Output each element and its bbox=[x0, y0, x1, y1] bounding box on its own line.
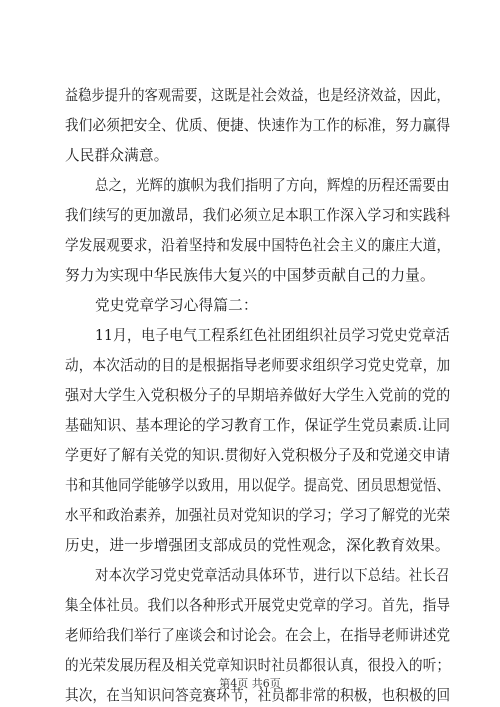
text-line: 我们必须把安全、优质、便捷、快速作为工作的标准，努力赢得 bbox=[65, 117, 451, 134]
text-line: 益稳步提升的客观需要，这既是社会效益，也是经济效益，因此， bbox=[65, 87, 450, 104]
text-line: 集全体社员。我们以各种形式开展党史党章的学习。首先，指导 bbox=[65, 597, 451, 614]
text-line: 努力为实现中华民族伟大复兴的中国梦贡献自己的力量。 bbox=[65, 267, 435, 284]
text-line: 老师给我们举行了座谈会和讨论会。在会上，在指导老师讲述党 bbox=[65, 627, 451, 644]
text-line: 学更好了解有关党的知识.贯彻好入党积极分子及和党递交申请 bbox=[65, 447, 451, 464]
text-line: 人民群众满意。 bbox=[65, 147, 169, 164]
page-number-footer: 第4页 共6页 bbox=[219, 677, 281, 690]
text-line: 历史，进一步增强团支部成员的党性观念，深化教育效果。 bbox=[65, 537, 450, 554]
text-line: 其次，在当知识问答竞赛环节，社员都非常的积极，也积极的回 bbox=[65, 687, 451, 704]
section-heading: 党史党章学习心得篇二： bbox=[95, 297, 258, 314]
text-line: 基础知识、基本理论的学习教育工作，保证学生党员素质.让同 bbox=[65, 417, 451, 434]
text-line: 我们续写的更加激昂，我们必须立足本职工作深入学习和实践科 bbox=[65, 207, 451, 224]
text-line: 总之，光辉的旗帜为我们指明了方向，辉煌的历程还需要由 bbox=[95, 177, 450, 194]
text-line: 强对大学生入党积极分子的早期培养做好大学生入党前的党的 bbox=[65, 387, 451, 404]
text-line: 动，本次活动的目的是根据指导老师要求组织学习党史党章，加 bbox=[65, 357, 451, 374]
text-line: 对本次学习党史党章活动具体环节，进行以下总结。社长召 bbox=[95, 567, 450, 584]
text-line: 书和其他同学能够学以致用，用以促学。提高党、团员思想觉悟、 bbox=[65, 477, 450, 494]
text-line: 的光荣发展历程及相关党章知识时社员都很认真，很投入的听； bbox=[65, 657, 451, 674]
text-line: 学发展观要求，沿着坚持和发展中国特色社会主义的廉庄大道， bbox=[65, 237, 451, 254]
text-line: 11月，电子电气工程系红色社团组织社员学习党史党章活 bbox=[95, 327, 450, 344]
text-line: 水平和政治素养，加强社员对党知识的学习；学习了解党的光荣 bbox=[65, 507, 451, 524]
